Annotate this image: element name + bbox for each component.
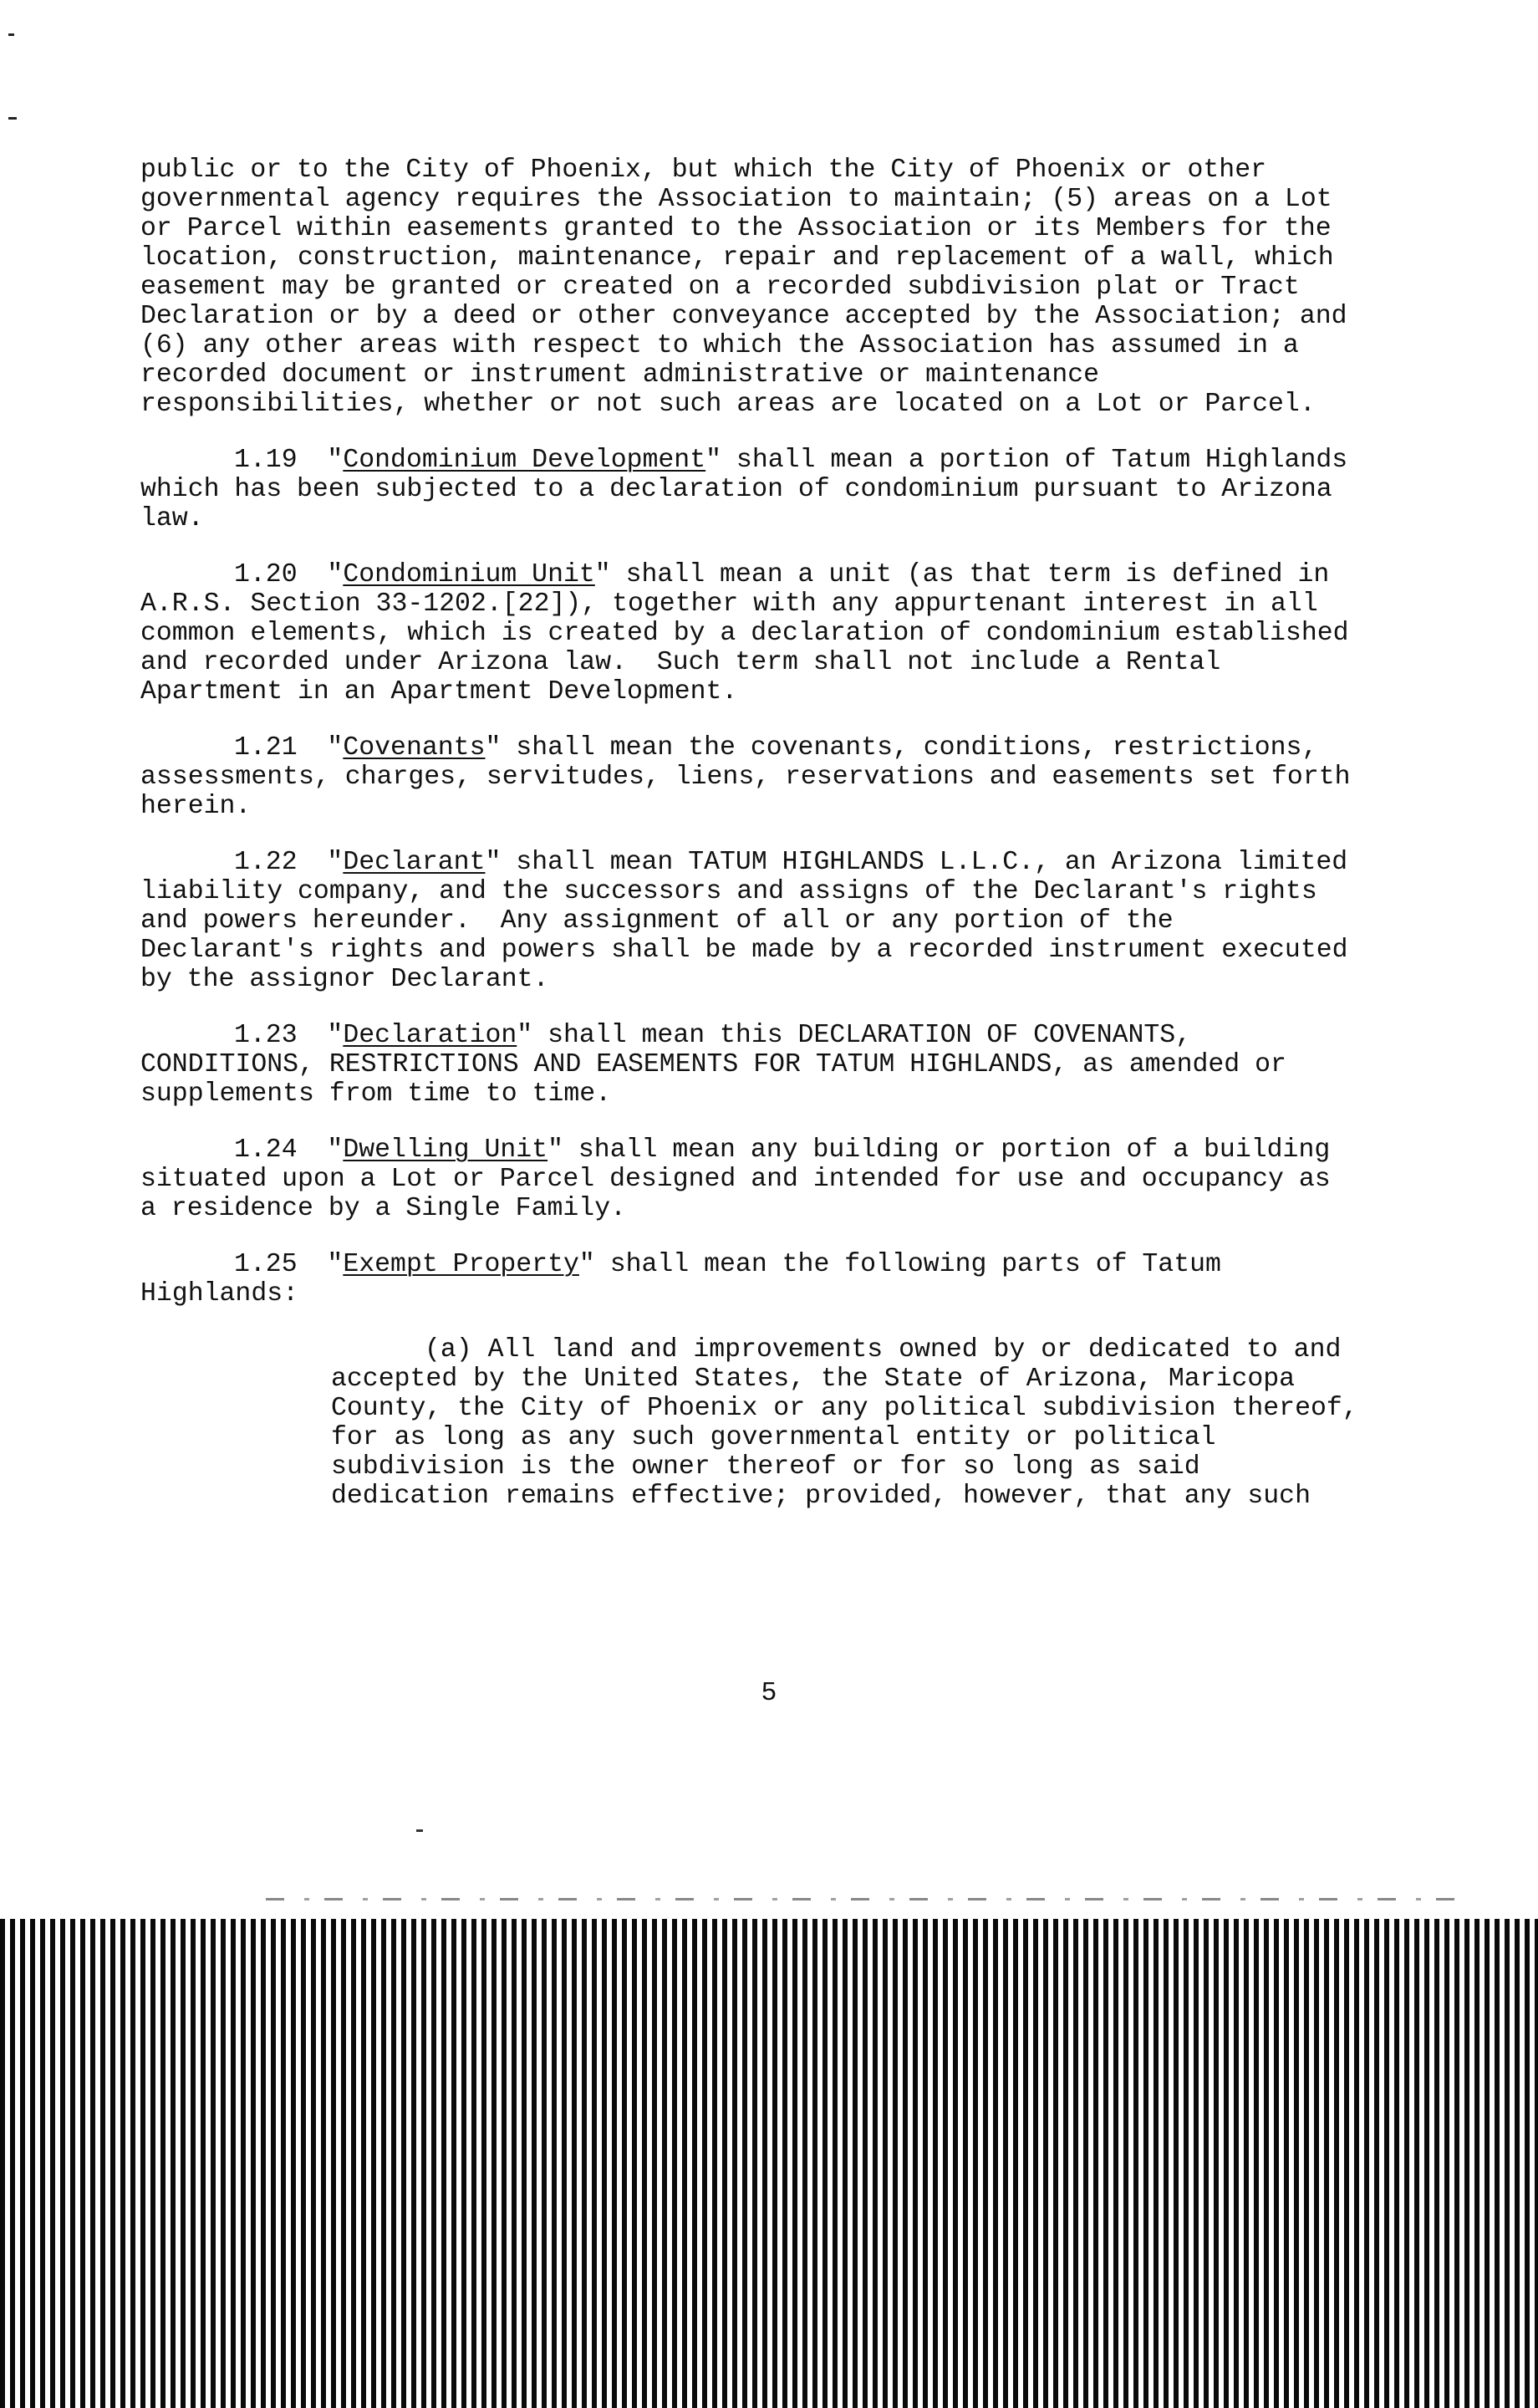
page-number: 5 [761, 1679, 777, 1708]
defined-term: Condominium Development [343, 446, 706, 475]
defined-term: Condominium Unit [343, 560, 595, 589]
section-number: 1.24 [234, 1135, 298, 1165]
scan-artifact-line [266, 1898, 1461, 1900]
document-page [140, 156, 1366, 1511]
section-number: 1.20 [234, 560, 298, 589]
section-text: shall mean a portion of Tatum Highlands which has been subjected to a declaration of condominium pursuant to Arizona law. [140, 446, 1363, 533]
section-text: shall mean this DECLARATION OF COVENANTS, CONDITIONS, RESTRICTIONS AND EASEMENTS FOR TATUM HIGHLANDS, as amended or supplements from time to time. [140, 1021, 1301, 1109]
section-number: 1.19 [234, 446, 298, 475]
section-number: 1.23 [234, 1021, 298, 1050]
subsection-text: All land and improvements owned by or dedicated to and accepted by the United States, the State of Arizona, Maricopa County, the City of Phoenix or any political subdivision thereof, for as long as any such governmental entity or political subdivision is the owner thereof or for so long as said dedication remains effective; provided, however, that any such [331, 1335, 1358, 1511]
section-1-21: 1.21 "Covenants" shall mean the covenants, conditions, restrictions, assessments, charges, servitudes, liens, reservations and easements set forth herein. [140, 733, 1366, 821]
section-text: shall mean TATUM HIGHLANDS L.L.C., an Arizona limited liability company, and the successors and assigns of the Declarant's rights and powers hereunder. Any assignment of all or any portion of the Declarant's rights and powers shall be made by a recorded instrument executed by the assignor Declarant. [140, 848, 1363, 994]
defined-term: Declaration [343, 1021, 517, 1050]
section-1-23: 1.23 "Declaration" shall mean this DECLARATION OF COVENANTS, CONDITIONS, RESTRICTIONS AND EASEMENTS FOR TATUM HIGHLANDS, as amended or supplements from time to time. [140, 1021, 1301, 1109]
defined-term: Covenants [343, 733, 486, 763]
defined-term: Declarant [343, 848, 486, 877]
section-text: shall mean any building or portion of a building situated upon a Lot or Parcel designed and intended for use and occupancy as a residence by a Single Family. [140, 1135, 1346, 1223]
section-text: shall mean the following parts of Tatum Highlands: [140, 1250, 1236, 1309]
scan-speck [416, 1829, 423, 1832]
section-1-22: 1.22 "Declarant" shall mean TATUM HIGHLANDS L.L.C., an Arizona limited liability company, and the successors and assigns of the Declarant's rights and powers hereunder. Any assignment of all or any portion of the Declarant's rights and powers shall be made by a recorded instrument executed by the assignor Declarant. [140, 848, 1363, 994]
section-1-20: 1.20 "Condominium Unit" shall mean a unit (as that term is defined in A.R.S. Section 33-1202.[22]), together with any appurtenant interest in all common elements, which is created by a declaration of condominium established and recorded under Arizona law. Such term shall not include a Rental Apartment in an Apartment Development. [140, 560, 1364, 707]
section-1-25: 1.25 "Exempt Property" shall mean the following parts of Tatum Highlands: [140, 1250, 1236, 1309]
opening-paragraph: public or to the City of Phoenix, but which the City of Phoenix or other governmental agency requires the Association to maintain; (5) areas on a Lot or Parcel within easements granted to the Association or its Members for the location, construction, maintenance, repair and replacement of a wall, which easement may be granted or created on a recorded subdivision plat or Tract Declaration or by a deed or other conveyance accepted by the Association; and (6) any other areas with respect to which the Association has assumed in a recorded document or instrument administrative or maintenance responsibilities, whether or not such areas are located on a Lot or Parcel. [140, 156, 1362, 419]
defined-term: Dwelling Unit [343, 1135, 548, 1165]
defined-term: Exempt Property [343, 1250, 579, 1279]
section-number: 1.21 [234, 733, 298, 763]
section-text: shall mean a unit (as that term is defined in A.R.S. Section 33-1202.[22]), together with any appurtenant interest in all common elements, which is created by a declaration of condominium established and recorded under Arizona law. Such term shall not include a Rental Apartment in an Apartment Development. [140, 560, 1364, 707]
scan-mark-top [8, 33, 14, 36]
subsection-a [331, 1335, 1359, 1511]
section-number: 1.25 [234, 1250, 298, 1279]
subsection-label: (a) [425, 1335, 472, 1365]
section-text: shall mean the covenants, conditions, restrictions, assessments, charges, servitudes, liens, reservations and easements set forth herein. [140, 733, 1366, 821]
section-1-19: 1.19 "Condominium Development" shall mean a portion of Tatum Highlands which has been subjected to a declaration of condominium pursuant to Arizona law. [140, 446, 1363, 533]
scan-mark-upper [8, 117, 17, 120]
section-number: 1.22 [234, 848, 298, 877]
barcode-strip [0, 1919, 1538, 2408]
section-1-24: 1.24 "Dwelling Unit" shall mean any building or portion of a building situated upon a Lot or Parcel designed and intended for use and occupancy as a residence by a Single Family. [140, 1135, 1346, 1223]
